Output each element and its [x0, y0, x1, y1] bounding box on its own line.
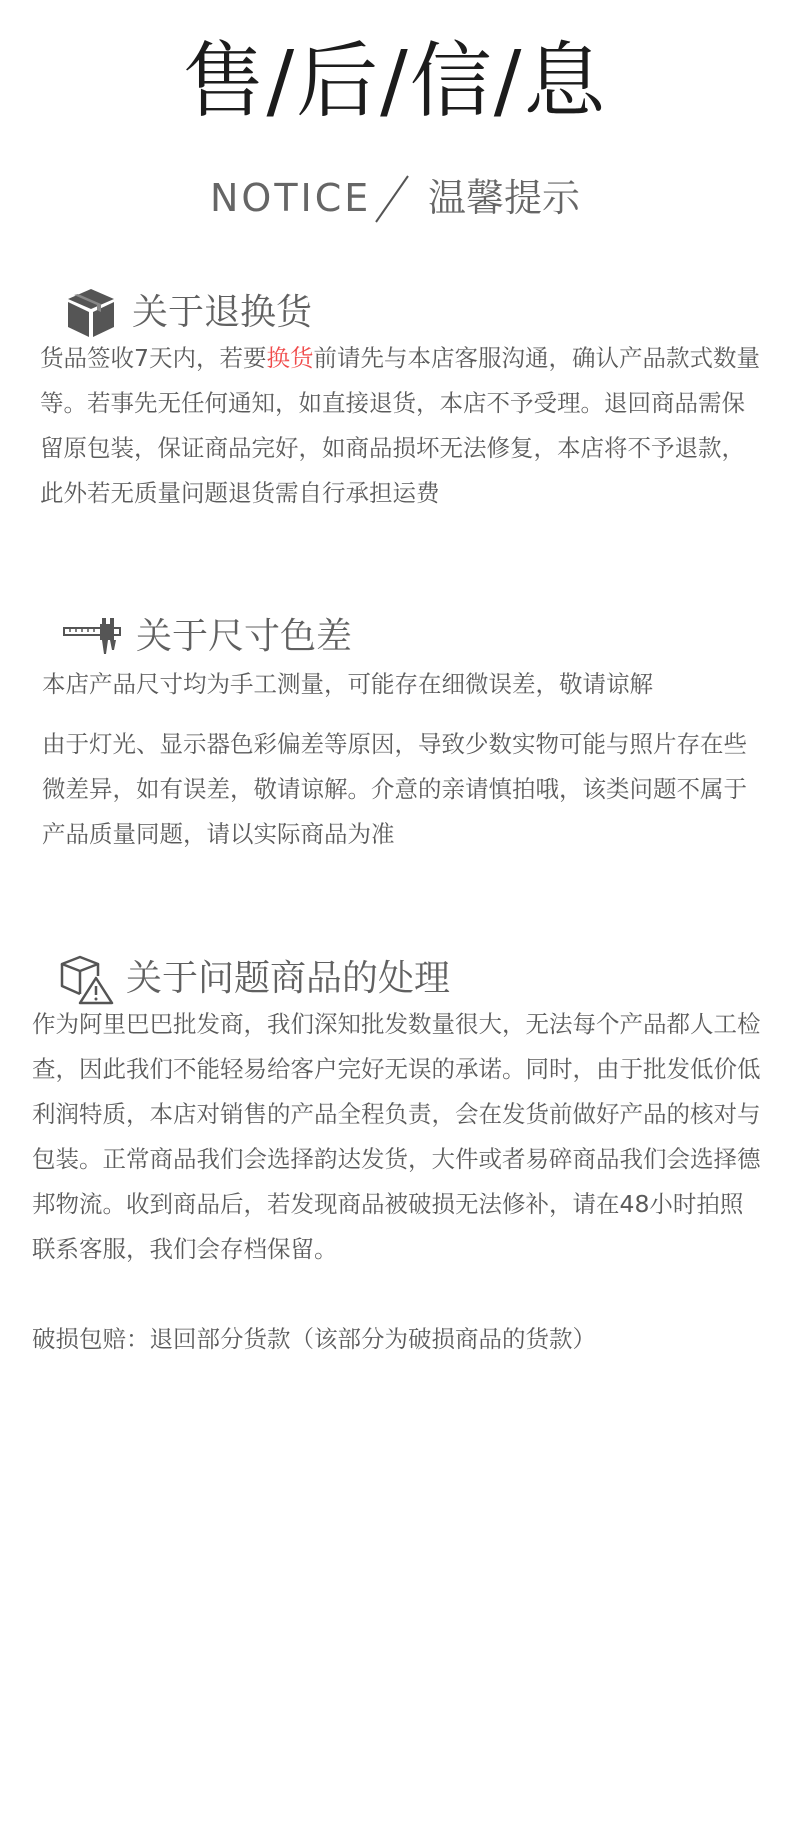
returns-paragraph — [40, 336, 760, 516]
caliper-ruler-icon — [62, 616, 124, 656]
color-paragraph: 由于灯光、显示器色彩偏差等原因，导致少数实物可能与照片存在些微差异，如有误差，敬请谅解。介意的亲请慎拍哦，该类问题不属于产品质量同题，请以实际商品为准 — [42, 730, 747, 848]
section-heading-problem-goods: 关于问题商品的处理 — [126, 958, 451, 999]
damage-compensation-text: 破损包赔：退回部分货款（该部分为破损商品的货款） — [32, 1325, 596, 1353]
slash-divider-icon — [372, 174, 412, 224]
notice-label-cn: 温馨提示 — [428, 176, 581, 220]
returns-text-before: 货品签收7天内，若要 — [40, 344, 267, 372]
page-title: 售/后/信/息 — [182, 34, 608, 129]
size-paragraph: 本店产品尺寸均为手工测量，可能存在细微误差，敬请谅解 — [42, 670, 653, 698]
returns-text-after: 前请先与本店客服沟通，确认产品款式数量等。若事先无任何通知，如直接退货，本店不予受理。退回商品需保留原包装，保证商品完好，如商品损坏无法修复，本店将不予退款，此外若无质量问题退货需自行承担运费 — [40, 344, 760, 507]
section-heading-size-color: 关于尺寸色差 — [136, 616, 353, 657]
notice-label-en: NOTICE — [210, 176, 372, 220]
package-box-icon — [64, 286, 118, 340]
problem-goods-paragraph: 作为阿里巴巴批发商，我们深知批发数量很大，无法每个产品都人工检查，因此我们不能轻易给客户完好无误的承诺。同时，由于批发低价低利润特质，本店对销售的产品全程负责，会在发货前做好产品的核对与包装。正常商品我们会选择韵达发货，大件或者易碎商品我们会选择德邦物流。收到商品后，若发现商品被破损无法修补，请在48小时拍照联系客服，我们会存档保留。 — [32, 1010, 761, 1263]
exchange-highlight: 换货 — [266, 344, 314, 372]
notice-subtitle — [0, 168, 790, 228]
section-heading-returns: 关于退换货 — [132, 292, 313, 333]
damaged-package-warning-icon — [58, 954, 114, 1006]
